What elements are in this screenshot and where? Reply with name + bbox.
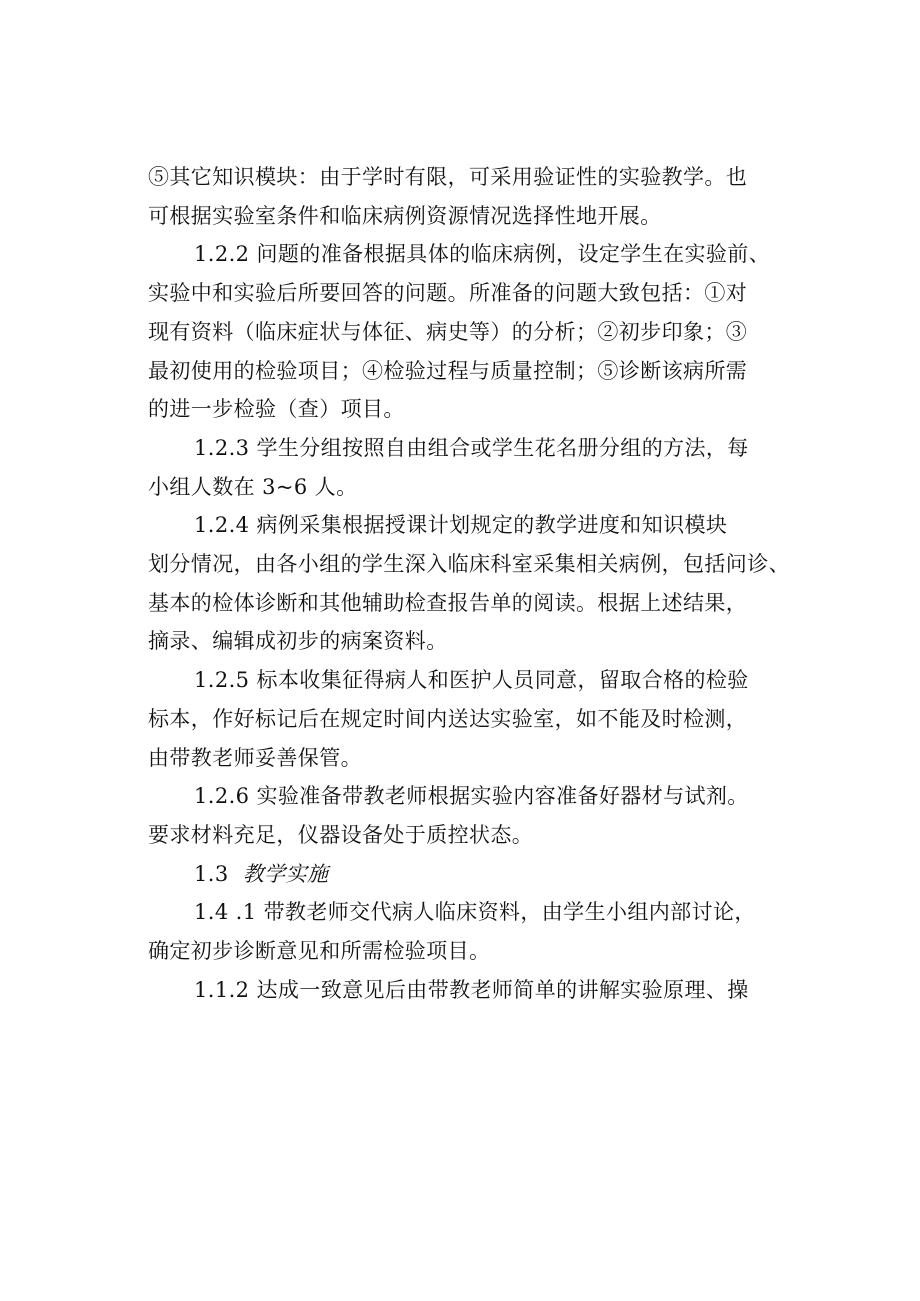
text-line: 1.2.2 问题的准备根据具体的临床病例，设定学生在实验前、	[194, 242, 771, 267]
section-heading	[148, 855, 816, 894]
text-line: 基本的检体诊断和其他辅助检查报告单的阅读。根据上述结果，	[148, 590, 748, 615]
text-line: 1.2.3 学生分组按照自由组合或学生花名册分组的方法，每	[194, 435, 749, 460]
text-line: 小组人数在 3~6 人。	[148, 474, 358, 499]
section-title: 教学实施	[242, 861, 329, 886]
text-line: 实验中和实验后所要回答的问题。所准备的问题大致包括：①对	[148, 281, 748, 306]
text-line: 1.2.4 病例采集根据授课计划规定的教学进度和知识模块	[194, 513, 728, 538]
paragraph-1-2-4	[148, 506, 816, 661]
text-line: 摘录、编辑成初步的病案资料。	[148, 629, 448, 654]
text-line: 可根据实验室条件和临床病例资源情况选择性地开展。	[148, 203, 662, 228]
section-number: 1.3	[194, 861, 229, 886]
text-line: 1.1.2 达成一致意见后由带教老师简单的讲解实验原理、操	[194, 977, 749, 1002]
text-line: 1.2.6 实验准备带教老师根据实验内容准备好器材与试剂。	[194, 784, 749, 809]
paragraph-1-1-2	[148, 971, 816, 1010]
text-line: 确定初步诊断意见和所需检验项目。	[148, 939, 491, 964]
paragraph-1-2-5	[148, 661, 816, 777]
text-line: 最初使用的检验项目；④检验过程与质量控制；⑤诊断该病所需	[148, 358, 748, 383]
text-line: 标本，作好标记后在规定时间内送达实验室，如不能及时检测，	[148, 706, 748, 731]
text-line: 划分情况，由各小组的学生深入临床科室采集相关病例，包括问诊、	[148, 552, 790, 577]
text-line: 的进一步检验（查）项目。	[148, 397, 405, 422]
body-text	[148, 158, 816, 1009]
text-line: ⑤其它知识模块：由于学时有限，可采用验证性的实验教学。也	[148, 165, 748, 189]
text-line: 由带教老师妥善保管。	[148, 745, 362, 770]
text-line: 1.4 .1 带教老师交代病人临床资料，由学生小组内部讨论，	[194, 900, 756, 925]
text-line: 现有资料（临床症状与体征、病史等）的分析；②初步印象；③	[148, 319, 748, 344]
paragraph-other-modules	[148, 158, 816, 235]
paragraph-1-2-2	[148, 235, 816, 429]
section-heading-line	[148, 855, 816, 894]
paragraph-1-4-1	[148, 893, 816, 970]
paragraph-1-2-3	[148, 429, 816, 506]
text-line: 要求材料充足，仪器设备处于质控状态。	[148, 822, 534, 847]
text-line: 1.2.5 标本收集征得病人和医护人员同意，留取合格的检验	[194, 668, 749, 693]
paragraph-1-2-6	[148, 777, 816, 854]
